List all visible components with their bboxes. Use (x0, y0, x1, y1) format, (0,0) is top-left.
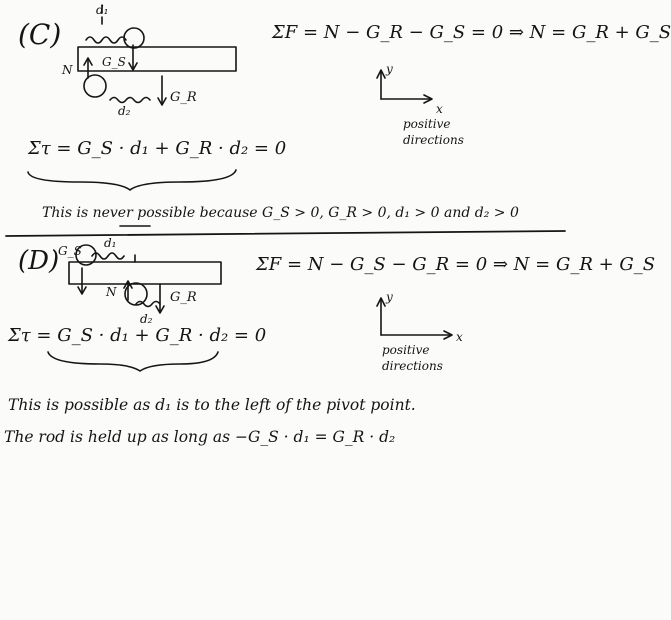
c-axis-y-label: y (386, 62, 393, 76)
section-c-label: (C) (18, 18, 62, 51)
rod-d (69, 262, 221, 284)
section-d-torque-equation: Στ = G_S · d₁ + G_R · d₂ = 0 (8, 325, 267, 346)
c-label-d1: d₁ (96, 3, 109, 17)
wavy-arm-d (92, 253, 124, 259)
section-d-force-equation: ΣF = N − G_S − G_R = 0 ⇒ N = G_R + G_S (256, 254, 656, 275)
d-label-d2: d₂ (140, 312, 153, 326)
conclusion-line-2: The rod is held up as long as −G_S · d₁ = G_R · d₂ (4, 428, 396, 446)
c-axis-caption-1: positive (403, 117, 451, 131)
wavy-d2-c (110, 98, 150, 103)
section-c-force-equation: ΣF = N − G_R − G_S = 0 ⇒ N = G_R + G_S (272, 22, 671, 43)
d-label-gs: G_S (58, 244, 82, 258)
d-axis-x-label: x (456, 330, 463, 344)
brace-c (28, 170, 236, 190)
section-divider (6, 231, 565, 236)
wavy-arm-c (86, 37, 126, 43)
d-label-n: N (106, 285, 117, 299)
brace-d (48, 352, 218, 371)
c-label-gr: G_R (170, 90, 197, 105)
section-c-note (42, 205, 519, 221)
section-c-torque-equation: Στ = G_S · d₁ + G_R · d₂ = 0 (28, 138, 287, 159)
d-axis-caption-1: positive (382, 343, 430, 357)
section-d-label: (D) (18, 246, 60, 276)
note-prefix: This is (42, 205, 89, 221)
c-label-gs: G_S (102, 55, 126, 69)
d-label-d1: d₁ (104, 236, 117, 250)
c-axis-x-label: x (436, 102, 443, 116)
d-label-gr: G_R (170, 290, 197, 305)
note-emphasis: never (92, 205, 133, 221)
note-suffix: possible because G_S > 0, G_R > 0, d₁ > 0 and d₂ > 0 (137, 205, 519, 221)
c-label-d2: d₂ (118, 104, 131, 118)
d-axis-caption-2: directions (382, 359, 443, 373)
d-axis-y-label: y (386, 290, 393, 304)
c-label-n: N (62, 63, 73, 77)
sphere-c (124, 28, 144, 48)
c-axis-caption-2: directions (403, 133, 464, 147)
conclusion-line-1: This is possible as d₁ is to the left of the pivot point. (8, 396, 416, 414)
